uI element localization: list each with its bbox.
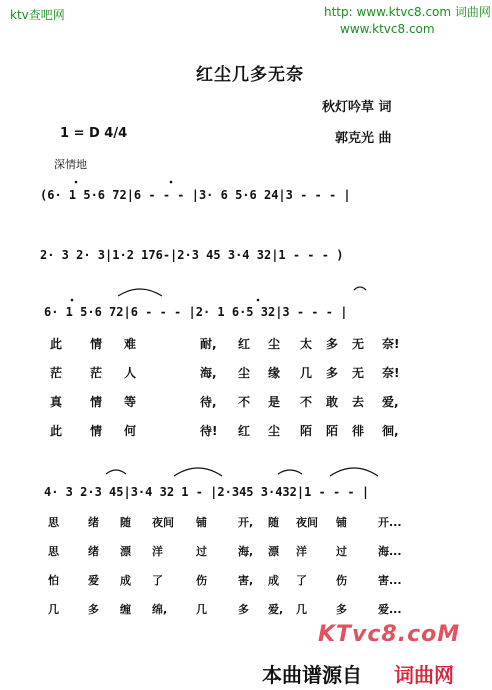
lyric-char: 铺 <box>196 516 207 529</box>
lyric-char: 人 <box>124 366 137 380</box>
lyric-char: 徊, <box>382 424 399 438</box>
lyric-char: 尘 <box>238 366 251 380</box>
lyric-char: 是 <box>268 395 281 409</box>
lyric-char: 何 <box>124 424 137 438</box>
lyric-char: 开, <box>238 516 254 529</box>
lyric-char: 红 <box>238 337 251 351</box>
lyric-char: 此 <box>50 424 63 438</box>
lyric-char: 等 <box>124 395 137 409</box>
lyric-char: 待, <box>200 395 217 409</box>
footer-watermark: KTvc8.coM <box>318 622 461 647</box>
lyric-char: 几 <box>300 366 313 380</box>
key-signature: 1 = D 4/4 <box>60 126 128 141</box>
lyric-char: 多 <box>238 603 249 616</box>
lyric-char: 多 <box>326 366 339 380</box>
lyric-char: 尘 <box>268 337 281 351</box>
lyric-char: 几 <box>196 603 207 616</box>
lyric-char: 开... <box>378 516 402 529</box>
lyric-char: 伤 <box>196 574 207 587</box>
lyric-char: 情 <box>90 424 103 438</box>
lyric-char: 怕 <box>48 574 59 587</box>
score-line-4: 4· 3 2·3 45|3·4 32 1 - |2·345 3·432|1 - - - | <box>44 485 370 499</box>
lyric-char: 绵, <box>152 603 168 616</box>
lyric-char: 海, <box>200 366 217 380</box>
lyric-char: 情 <box>90 337 103 351</box>
lyric-char: 害... <box>378 574 402 587</box>
lyric-char: 爱... <box>378 603 402 616</box>
score-line-3: 6· 1 5·6 72|6 - - - |2· 1 6·5 32|3 - - - | <box>44 305 348 319</box>
lyric-char: 此 <box>50 337 63 351</box>
lyric-char: 随 <box>120 516 131 529</box>
lyric-char: 绪 <box>88 516 99 529</box>
lyric-char: 陌 <box>300 424 313 438</box>
lyric-char: 过 <box>196 545 207 558</box>
lyricist: 秋灯吟草 词 <box>322 100 392 115</box>
lyric-char: 爱, <box>382 395 399 409</box>
lyric-char: 思 <box>48 545 59 558</box>
lyric-char: 洋 <box>296 545 307 558</box>
lyric-char: 不 <box>238 395 251 409</box>
lyric-char: 茫 <box>90 366 103 380</box>
lyric-char: 缘 <box>268 366 281 380</box>
lyric-char: 绪 <box>88 545 99 558</box>
lyric-char: 敢 <box>326 395 339 409</box>
lyric-char: 成 <box>268 574 279 587</box>
lyric-char: 奈! <box>382 337 400 351</box>
lyric-char: 海... <box>378 545 402 558</box>
lyric-char: 尘 <box>268 424 281 438</box>
source-prefix: 本曲谱源自 <box>262 663 362 687</box>
lyric-char: 爱, <box>268 603 284 616</box>
lyric-char: 漂 <box>268 545 279 558</box>
lyric-char: 思 <box>48 516 59 529</box>
lyric-char: 铺 <box>336 516 347 529</box>
lyric-char: 不 <box>300 395 313 409</box>
lyric-char: 茫 <box>50 366 63 380</box>
lyric-char: 红 <box>238 424 251 438</box>
lyric-char: 多 <box>326 337 339 351</box>
lyric-char: 了 <box>152 574 163 587</box>
tempo-marking: 深情地 <box>54 158 87 171</box>
lyric-char: 无 <box>352 337 365 351</box>
lyric-char: 漂 <box>120 545 131 558</box>
lyric-char: 几 <box>48 603 59 616</box>
lyric-char: 海, <box>238 545 254 558</box>
lyric-char: 太 <box>300 337 313 351</box>
lyric-char: 随 <box>268 516 279 529</box>
lyric-char: 去 <box>352 395 365 409</box>
composer: 郭克光 曲 <box>335 131 392 146</box>
lyric-char: 洋 <box>152 545 163 558</box>
lyric-char: 奈! <box>382 366 400 380</box>
lyric-char: 待! <box>200 424 218 438</box>
site-url-second: www.ktvc8.com <box>340 22 435 36</box>
site-url-top: http: www.ktvc8.com 词曲网 <box>324 5 491 19</box>
lyric-char: 过 <box>336 545 347 558</box>
source-site: 词曲网 <box>394 663 454 687</box>
lyric-char: 几 <box>296 603 307 616</box>
lyric-char: 徘 <box>352 424 365 438</box>
lyric-char: 陌 <box>326 424 339 438</box>
lyric-char: 成 <box>120 574 131 587</box>
lyric-char: 爱 <box>88 574 99 587</box>
site-name-left: ktv查吧网 <box>10 8 65 22</box>
lyric-char: 情 <box>90 395 103 409</box>
lyric-char: 夜间 <box>296 516 318 529</box>
lyric-char: 了 <box>296 574 307 587</box>
lyric-char: 耐, <box>200 337 217 351</box>
lyric-char: 真 <box>50 395 63 409</box>
lyric-char: 无 <box>352 366 365 380</box>
lyric-char: 缠 <box>120 603 131 616</box>
lyric-char: 夜间 <box>152 516 174 529</box>
lyric-char: 难 <box>124 337 137 351</box>
song-title: 红尘几多无奈 <box>196 65 304 85</box>
lyric-char: 多 <box>88 603 99 616</box>
lyric-char: 害, <box>238 574 254 587</box>
lyric-char: 多 <box>336 603 347 616</box>
score-line-1: (6· 1 5·6 72|6 - - - |3· 6 5·6 24|3 - - - | <box>40 188 351 202</box>
score-line-2: 2· 3 2· 3|1·2 176-|2·3 45 3·4 32|1 - - - ) <box>40 248 344 262</box>
lyric-char: 伤 <box>336 574 347 587</box>
